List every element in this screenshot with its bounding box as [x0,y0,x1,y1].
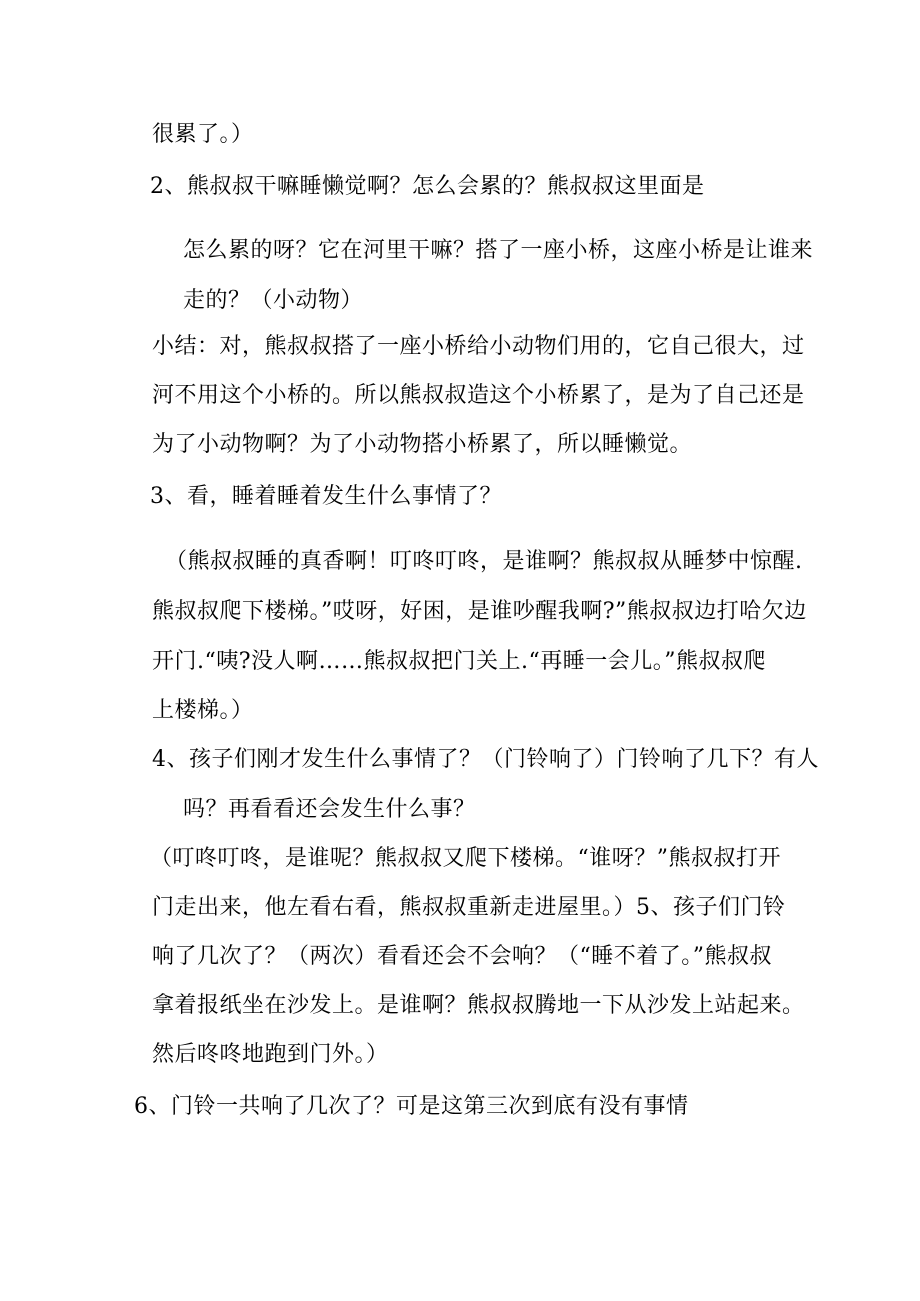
text-line: 小结：对，熊叔叔搭了一座小桥给小动物们用的，它自己很大，过 [152,334,805,359]
text-line: 吗？再看看还会发生什么事？ [183,797,476,822]
text-line: 响了几次了？（两次）看看还会不会响？（“睡不着了。”熊叔叔 [152,944,772,969]
text-line: （叮咚叮咚，是谁呢？熊叔叔又爬下楼梯。“谁呀？”熊叔叔打开 [150,846,781,871]
text-line: 为了小动物啊？为了小动物搭小桥累了，所以睡懒觉。 [152,432,693,457]
text-line: 2、熊叔叔干嘛睡懒觉啊？怎么会累的？熊叔叔这里面是 [150,174,705,199]
text-line: 3、看，睡着睡着发生什么事情了？ [150,484,502,509]
text-line: 上楼梯。） [152,698,254,723]
text-line: 走的？（小动物） [183,288,364,313]
text-line: 4、孩子们刚才发生什么事情了？（门铃响了）门铃响了几下？有人 [152,747,819,772]
text-line: 门走出来，他左看右看，熊叔叔重新走进屋里。）5、孩子们门铃 [152,895,786,920]
text-line: 熊叔叔爬下楼梯。”哎呀，好困，是谁吵醒我啊?”熊叔叔边打哈欠边 [152,599,807,624]
text-line: 河不用这个小桥的。所以熊叔叔造这个小桥累了，是为了自己还是 [152,383,805,408]
text-line: 6、门铃一共响了几次了？可是这第三次到底有没有事情 [134,1094,689,1119]
text-line: 然后咚咚地跑到门外。） [152,1042,389,1067]
text-line: 开门.“咦?没人啊……熊叔叔把门关上.“再睡一会儿。”熊叔叔爬 [152,649,767,674]
text-line: （熊叔叔睡的真香啊！叮咚叮咚，是谁啊？熊叔叔从睡梦中惊醒. [165,549,803,574]
text-line: 拿着报纸坐在沙发上。是谁啊？熊叔叔腾地一下从沙发上站起来。 [152,993,805,1018]
text-line: 很累了。） [152,122,254,147]
text-line: 怎么累的呀？它在河里干嘛？搭了一座小桥，这座小桥是让谁来 [183,238,814,263]
